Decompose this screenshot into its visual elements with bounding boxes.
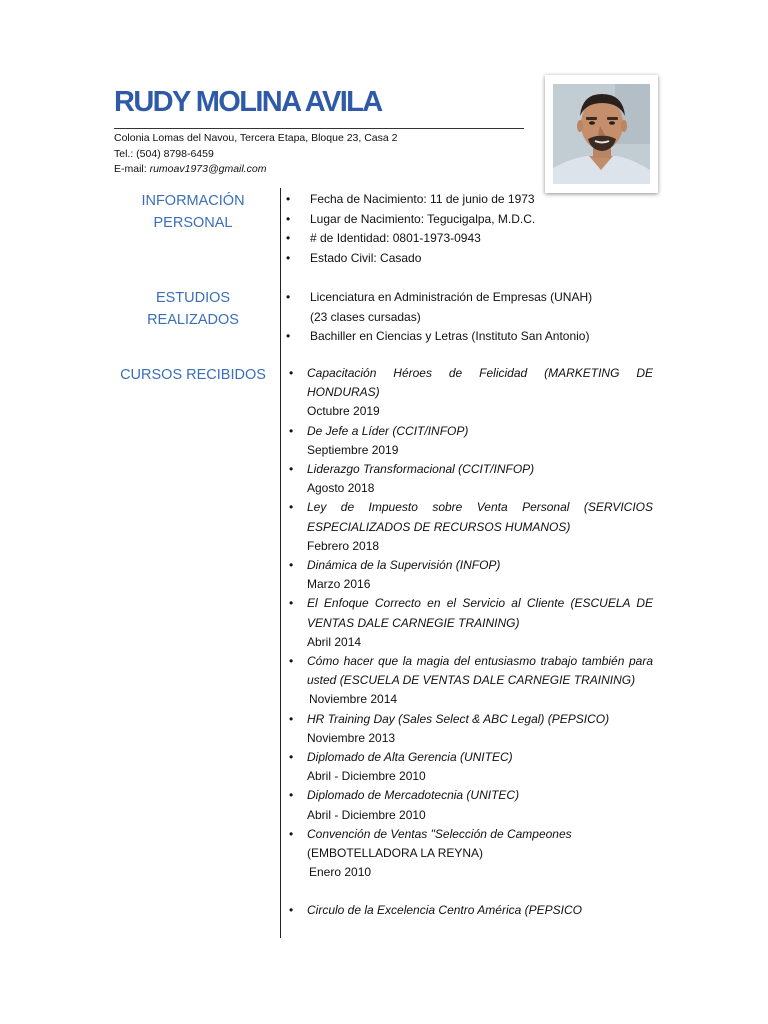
course-title: Convención de Ventas "Selección de Campeones: [307, 826, 572, 841]
course-title: El Enfoque Correcto en el Servicio al Cliente (ESCUELA DE VENTAS DALE CARNEGIE TRAINING): [307, 596, 653, 630]
bullet-icon: •: [289, 366, 294, 380]
course-title: Cómo hacer que la magia del entusiasmo trabajo también para usted (ESCUELA DE VENTAS DALE CARNEGIE TRAINING): [307, 654, 653, 688]
course-title: Circulo de la Excelencia Centro América (PEPSICO: [307, 903, 582, 918]
bullet-icon: •: [289, 788, 294, 803]
bullet-icon: •: [286, 290, 291, 304]
bullet-icon: •: [289, 826, 294, 841]
course-date: Marzo 2016: [307, 577, 371, 592]
bullet-icon: •: [286, 250, 291, 265]
candidate-name: RUDY MOLINA AVILA: [114, 86, 382, 118]
course-organizer: (EMBOTELLADORA LA REYNA): [307, 846, 484, 861]
course-date: Noviembre 2014: [309, 692, 398, 707]
email-line: [114, 162, 397, 178]
bullet-icon: •: [289, 750, 294, 765]
section-title-studies-line2: REALIZADOS: [147, 312, 239, 328]
portrait-image: [553, 84, 650, 184]
bullet-icon: •: [286, 329, 291, 343]
bullet-icon: •: [289, 903, 294, 918]
course-date: Febrero 2018: [307, 538, 380, 553]
name-underline: [114, 128, 524, 129]
civil-status: Estado Civil: Casado: [310, 250, 422, 265]
section-title-studies-line1: ESTUDIOS: [155, 290, 231, 306]
bullet-icon: •: [286, 211, 291, 226]
course-date: Abril 2014: [307, 634, 362, 649]
course-date: Enero 2010: [309, 865, 372, 880]
bullet-icon: •: [289, 500, 294, 515]
course-date: Abril - Diciembre 2010: [307, 769, 426, 784]
id-number: # de Identidad: 0801-1973-0943: [310, 231, 481, 245]
profile-photo: [545, 75, 658, 193]
list-item: [285, 210, 655, 230]
birth-place: Lugar de Nacimiento: Tegucigalpa, M.D.C.: [310, 211, 536, 226]
section-title-courses: CURSOS RECIBIDOS: [120, 367, 266, 383]
list-item: [285, 748, 653, 786]
section-divider-line: [280, 188, 281, 938]
list-item: [285, 652, 653, 710]
course-title: Capacitación Héroes de Felicidad (MARKETING DE HONDURAS): [307, 366, 653, 400]
birth-date: Fecha de Nacimiento: 11 de junio de 1973: [310, 192, 535, 206]
bullet-icon: •: [289, 462, 294, 477]
course-date: Octubre 2019: [307, 404, 380, 419]
bullet-icon: •: [286, 231, 291, 245]
bullet-icon: •: [289, 596, 294, 611]
list-item: [285, 594, 653, 652]
course-title: De Jefe a Líder (CCIT/INFOP): [307, 423, 469, 438]
bullet-icon: •: [289, 423, 294, 438]
section-title-personal-line2: PERSONAL: [153, 215, 233, 231]
list-item: [285, 364, 653, 422]
list-item: [285, 190, 655, 210]
course-title: HR Training Day (Sales Select & ABC Legal) (PEPSICO): [307, 711, 610, 726]
study-note: (23 clases cursadas): [310, 309, 421, 324]
list-item: [285, 422, 653, 460]
bullet-icon: •: [289, 558, 294, 573]
bullet-icon: •: [286, 192, 291, 206]
section-title-personal-line1: INFORMACIÓN: [141, 193, 245, 209]
course-title: Ley de Impuesto sobre Venta Personal (SERVICIOS ESPECIALIZADOS DE RECURSOS HUMANOS): [307, 500, 653, 534]
course-date: Agosto 2018: [307, 481, 375, 496]
studies-list: [285, 288, 655, 347]
list-item: [285, 825, 653, 883]
study-degree: Bachiller en Ciencias y Letras (Instituto San Antonio): [310, 329, 590, 343]
list-item: [285, 710, 653, 748]
list-item: [285, 498, 653, 556]
study-degree: Licenciatura en Administración de Empresas (UNAH): [310, 290, 593, 304]
bullet-icon: •: [289, 654, 294, 669]
section-title-studies: [110, 287, 276, 331]
email-address: rumoav1973@gmail.com: [149, 163, 267, 175]
course-date: Noviembre 2013: [307, 730, 396, 745]
list-item: [285, 229, 655, 249]
list-item: [285, 460, 653, 498]
list-item: [285, 786, 653, 824]
contact-block: [114, 131, 397, 178]
list-item: [285, 249, 655, 269]
phone: Tel.: (504) 8798-6459: [114, 147, 214, 160]
course-date: Septiembre 2019: [307, 442, 399, 457]
courses-list: [285, 364, 653, 921]
course-title: Liderazgo Transformacional (CCIT/INFOP): [307, 462, 535, 477]
bullet-icon: •: [289, 711, 294, 726]
list-item: [285, 327, 655, 347]
course-title: Diplomado de Alta Gerencia (UNITEC): [307, 750, 513, 765]
list-item: [285, 288, 655, 327]
course-title: Dinámica de la Supervisión (INFOP): [307, 558, 501, 573]
personal-info-list: [285, 190, 655, 268]
list-item: [285, 556, 653, 594]
course-date: Abril - Diciembre 2010: [307, 807, 426, 822]
email-label: E-mail:: [114, 163, 147, 175]
address: Colonia Lomas del Navou, Tercera Etapa, Bloque 23, Casa 2: [114, 132, 398, 144]
section-title-personal: [110, 190, 276, 234]
course-title: Diplomado de Mercadotecnia (UNITEC): [307, 788, 520, 803]
list-item: [285, 901, 653, 920]
